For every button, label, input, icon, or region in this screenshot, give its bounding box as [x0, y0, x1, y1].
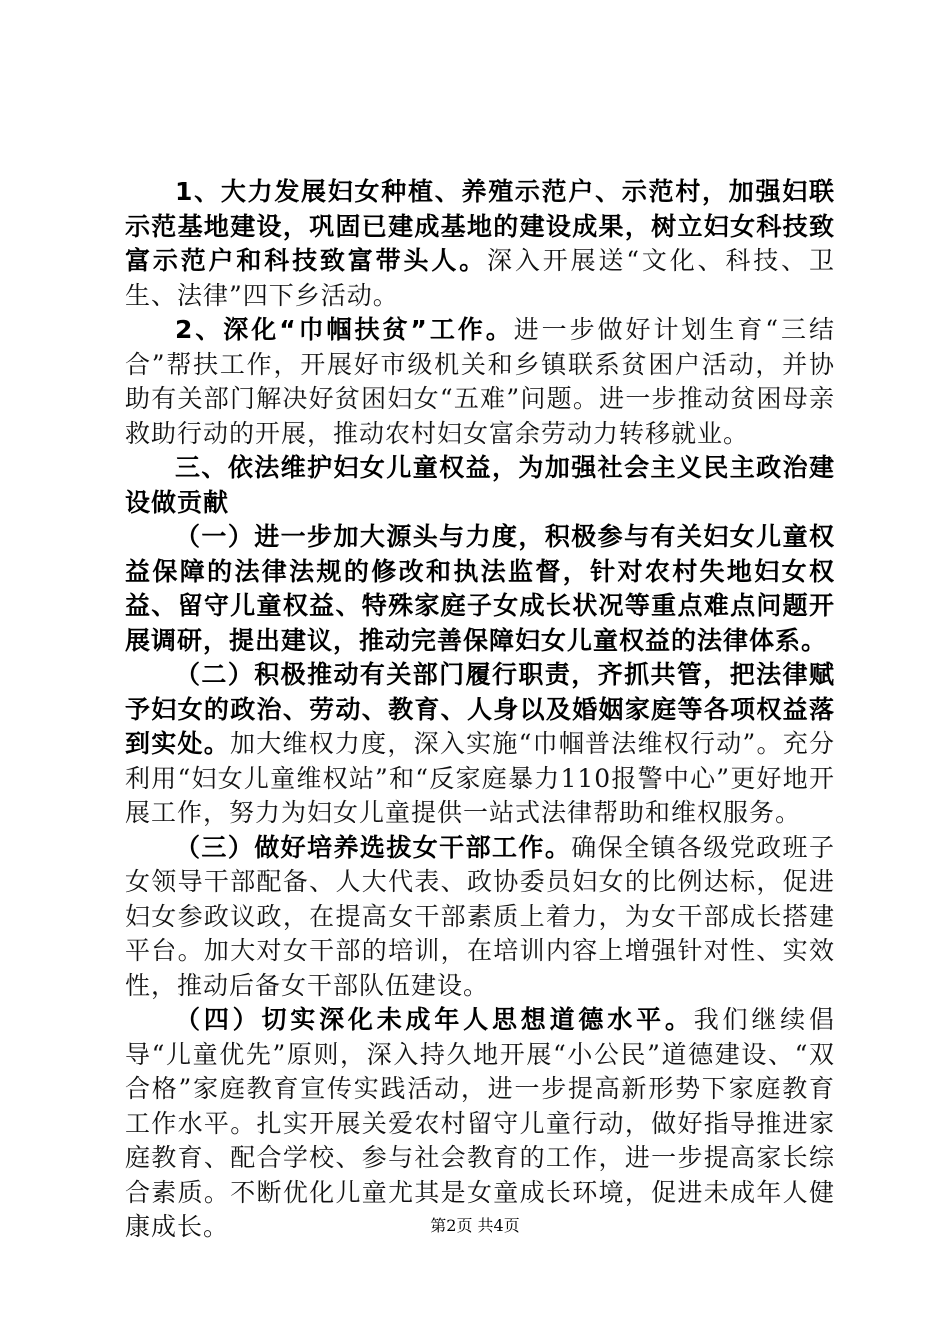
paragraph-7-body: 我们继续倡导“儿童优先”原则，深入持久地开展“小公民”道德建设、“双合格”家庭教育宣传实践活动，进一步提高新形势下家庭教育工作水平。扎实开展关爱农村留守儿童行动，做好指导推进家庭教育、配合学校、参与社会教育的工作，进一步提高家长综合素质。不断优化儿童尤其是女童成长环境，促进未成年人健康成长。 — [125, 1005, 835, 1241]
paragraph-2-body: 进一步做好计划生育“三结合”帮扶工作，开展好市级机关和乡镇联系贫困户活动，并协助有关部门解决好贫困妇女“五难”问题。进一步推动贫困母亲救助行动的开展，推动农村妇女富余劳动力转移就业。 — [125, 315, 835, 448]
paragraph-7-lead: （四）切实深化未成年人思想道德水平。 — [175, 1005, 694, 1034]
section-heading-3 — [125, 451, 835, 520]
paragraph-5-body: 加大维权力度，深入实施“巾帼普法维权行动”。充分利用“妇女儿童维权站”和“反家庭暴力110报警中心”更好地开展工作，努力为妇女儿童提供一站式法律帮助和维权服务。 — [125, 729, 835, 827]
paragraph-4-lead: （一）进一步加大源头与力度，积极参与有关妇女儿童权益保障的法律法规的修改和执法监督，针对农村失地妇女权益、留守儿童权益、特殊家庭子女成长状况等重点难点问题开展调研，提出建议，推动完善保障妇女儿童权益的法律体系。 — [125, 522, 835, 655]
paragraph-6-body: 确保全镇各级党政班子女领导干部配备、人大代表、政协委员妇女的比例达标，促进妇女参政议政，在提高女干部素质上着力，为女干部成长搭建平台。加大对女干部的培训，在培训内容上增强针对性、实效性，推动后备女干部队伍建设。 — [125, 832, 835, 1000]
paragraph-6-lead: （三）做好培养选拔女干部工作。 — [175, 832, 572, 862]
paragraph-4 — [125, 520, 835, 658]
section-heading-3-text: 三、依法维护妇女儿童权益，为加强社会主义民主政治建设做贡献 — [125, 453, 835, 517]
paragraph-2-lead: 2、深化“巾帼扶贫”工作。 — [175, 315, 514, 344]
paragraph-1 — [125, 175, 835, 313]
paragraph-5-lead: （二）积极推动有关部门履行职责，齐抓共管，把法律赋予妇女的政治、劳动、教育、人身以及婚姻家庭等各项权益落到实处。 — [125, 660, 835, 758]
paragraph-6 — [125, 831, 835, 1004]
document-body — [125, 175, 835, 1245]
paragraph-2 — [125, 313, 835, 451]
page-number-label: 第2页 共4页 — [430, 1216, 520, 1235]
paragraph-5 — [125, 658, 835, 831]
paragraph-1-body: 深入开展送“文化、科技、卫生、法律”四下乡活动。 — [125, 246, 835, 310]
paragraph-1-lead: 1、大力发展妇女种植、养殖示范户、示范村，加强妇联示范基地建设，巩固已建成基地的建设成果，树立妇女科技致富示范户和科技致富带头人。 — [125, 177, 835, 275]
page-footer — [0, 1213, 950, 1236]
paragraph-7 — [125, 1003, 835, 1245]
